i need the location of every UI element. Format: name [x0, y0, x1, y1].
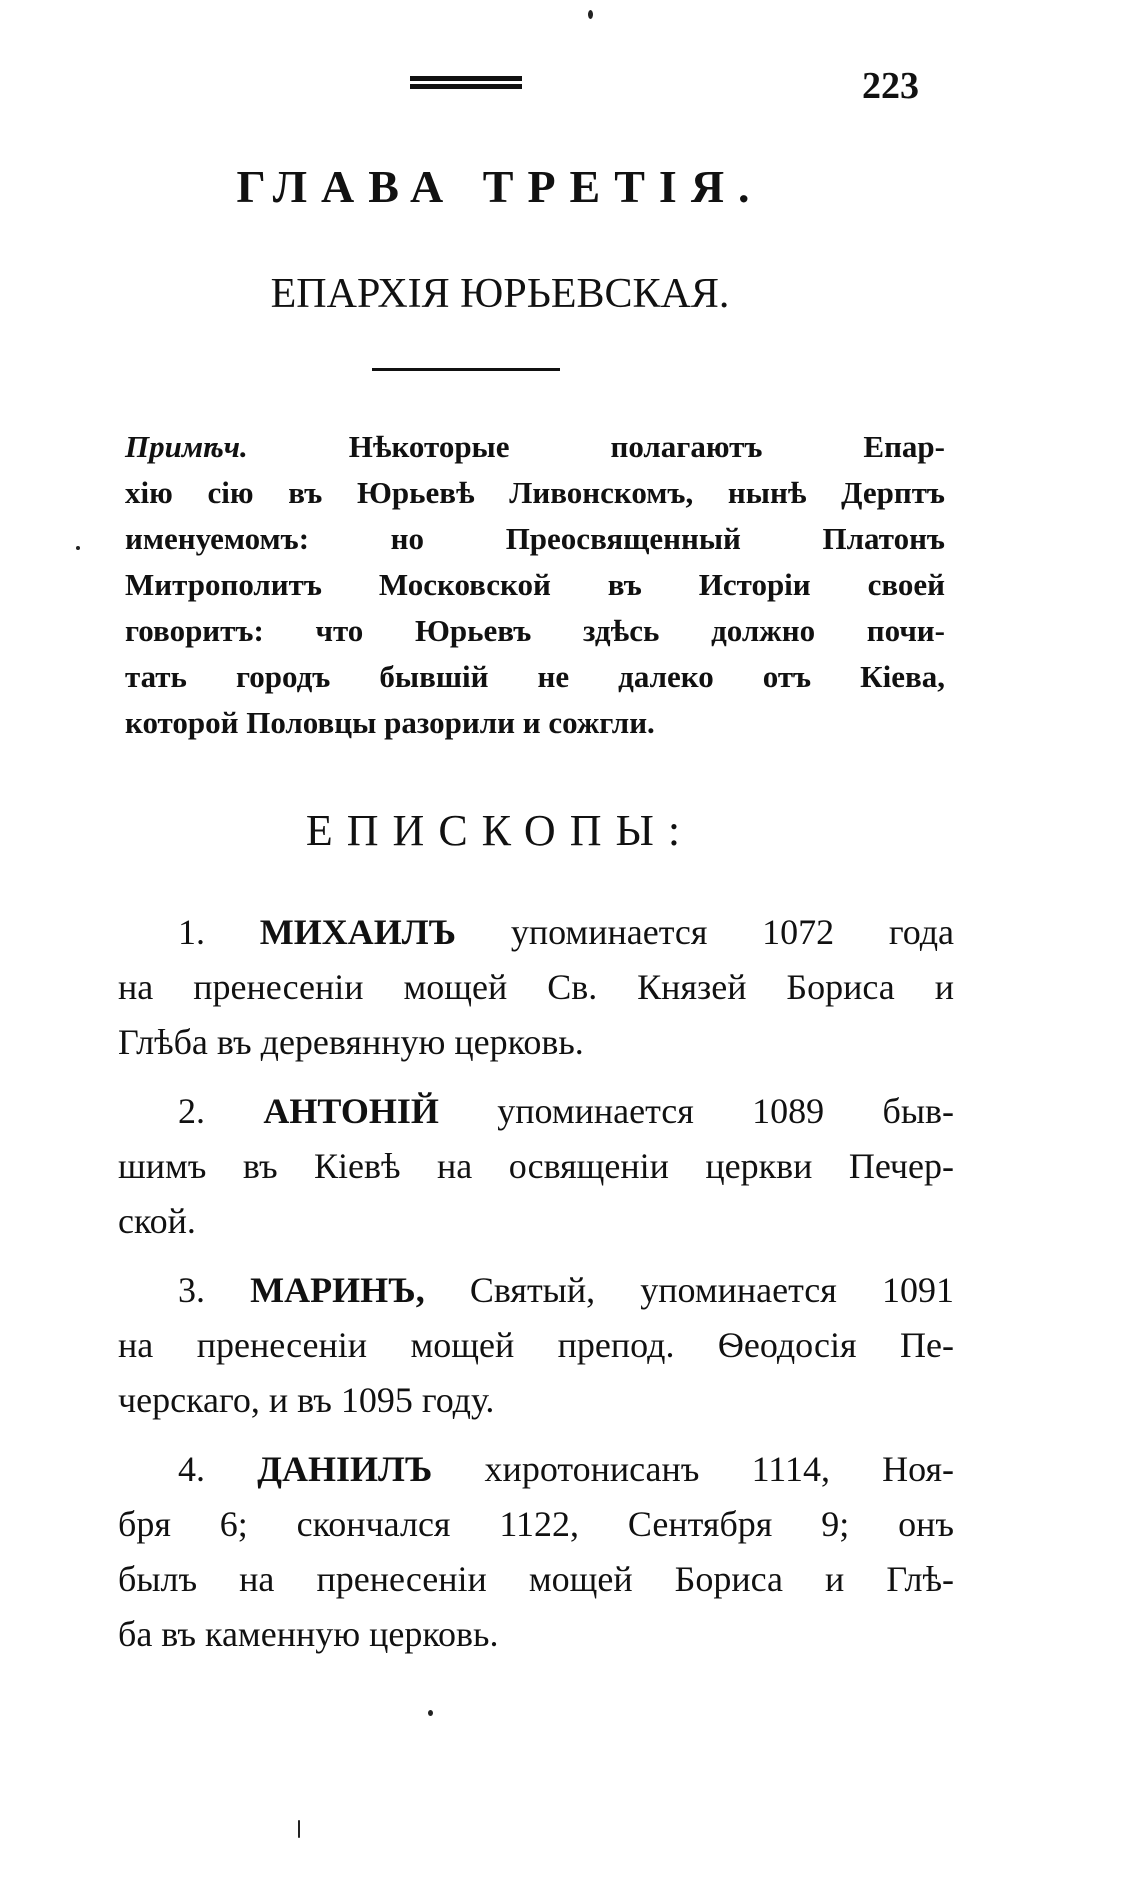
entry-text: упоминается 1089 быв-: [438, 1091, 954, 1131]
ink-speck: [298, 1820, 300, 1838]
entry-line: былъ на пренесеніи мощей Бориса и Глѣ-: [118, 1559, 954, 1599]
page-number: 223: [862, 65, 919, 107]
chapter-title: ГЛАВА ТРЕТІЯ.: [236, 161, 764, 212]
entry-text: хиротонисанъ 1114, Ноя-: [432, 1449, 955, 1489]
ornament-bar: [410, 84, 522, 89]
entry-number: 4.: [178, 1449, 205, 1489]
entry-line: черскаго, и въ 1095 году.: [118, 1380, 495, 1420]
entry-line: [118, 905, 954, 960]
entry-line: на пренесеніи мощей Св. Князей Бориса и: [118, 967, 954, 1007]
entry-line: [118, 1084, 954, 1139]
entry-line: шимъ въ Кіевѣ на освященіи церкви Печер-: [118, 1146, 954, 1186]
section-divider: [372, 368, 560, 371]
entry-line: [118, 1263, 954, 1318]
note-line: хію сію въ Юрьевѣ Ливонскомъ, нынѣ Дерптъ: [125, 475, 945, 510]
entry-line: на пренесеніи мощей препод. Ѳеодосія Пе-: [118, 1325, 954, 1365]
bishop-entry: [118, 1442, 954, 1662]
entry-line: Глѣба въ деревянную церковь.: [118, 1022, 584, 1062]
header-ornament: [410, 76, 522, 96]
entry-number: 1.: [178, 912, 205, 952]
bishop-entry: [118, 1084, 954, 1249]
bishops-heading: ЕПИСКОПЫ:: [305, 806, 695, 855]
entry-line: ба въ каменную церковь.: [118, 1614, 499, 1654]
note-line: именуемомъ: но Преосвященный Платонъ: [125, 521, 945, 556]
entry-number: 2.: [178, 1091, 205, 1131]
bishop-name: МАРИНЪ,: [250, 1270, 425, 1310]
note-line: говоритъ: что Юрьевъ здѣсь должно почи-: [125, 613, 945, 648]
note-text: Нѣкоторые полагаютъ Епар-: [247, 429, 945, 464]
ornament-bar: [410, 76, 522, 81]
eparchy-title: ЕПАРХІЯ ЮРЬЕВСКАЯ.: [270, 271, 730, 317]
entry-line: бря 6; скончался 1122, Сентября 9; онъ: [118, 1504, 954, 1544]
entry-line: [118, 1442, 954, 1497]
ink-speck: [588, 10, 593, 19]
ink-speck: [428, 1710, 433, 1716]
ink-speck: [76, 546, 80, 550]
entry-number: 3.: [178, 1270, 205, 1310]
note-paragraph: [125, 424, 945, 746]
bishop-entry: [118, 905, 954, 1070]
entry-text: Святый, упоминается 1091: [424, 1270, 955, 1310]
bishop-name: ДАНІИЛЪ: [257, 1449, 433, 1489]
note-label: Примѣч.: [125, 429, 248, 464]
note-line: [125, 424, 945, 470]
entry-text: упоминается 1072 года: [456, 912, 955, 952]
note-line: Митрополитъ Московской въ Исторіи своей: [125, 567, 945, 602]
bishop-name: АНТОНІЙ: [263, 1091, 439, 1131]
entry-line: ской.: [118, 1201, 196, 1241]
bishops-list: [118, 905, 954, 1676]
note-line: которой Половцы разорили и сожгли.: [125, 705, 655, 740]
bishop-name: МИХАИЛЪ: [259, 912, 457, 952]
bishop-entry: [118, 1263, 954, 1428]
note-line: тать городъ бывшій не далеко отъ Кіева,: [125, 659, 945, 694]
